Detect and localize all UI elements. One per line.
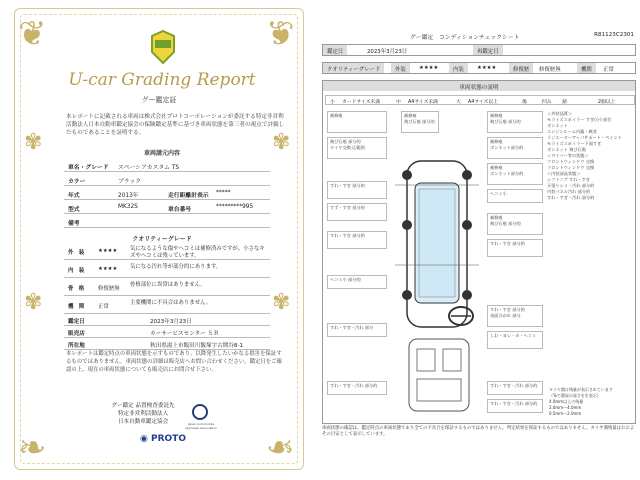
quality-stars: ★★★★ [98, 248, 118, 254]
quality-stars: 正常 [98, 304, 109, 310]
issuer-text: グー鑑定 品質検査委託先 特定非営利活動法人 日本自動車鑑定協会 [111, 403, 175, 425]
corner-ornament-icon: ❧ [266, 428, 295, 468]
chassis-label: 車台番号 [168, 207, 192, 213]
damage-cell: すず・すぎ 部分的 [327, 203, 387, 221]
footer-value: カーサービスセンター ＳＢ [150, 331, 219, 337]
color-label: カラー [68, 179, 86, 185]
side-ornament-icon: ✾ [272, 290, 291, 315]
notes-label: 備考 [68, 221, 80, 227]
side-ornament-icon: ✾ [24, 290, 43, 315]
damage-cell: ヘコミ小 [487, 189, 543, 203]
vehicle-state-box [322, 80, 636, 424]
engine-label: 機関 [577, 63, 596, 73]
vehicle-notes-row [64, 214, 270, 228]
corner-ornament-icon: ❦ [266, 14, 295, 54]
code-label: 2個以上 [598, 100, 616, 105]
sheet-title: グー鑑定 コンディションチェックシート [410, 35, 520, 41]
damage-cell: ヘコミ小 部分的 [327, 275, 387, 289]
footer-label: 鑑定日 [68, 319, 85, 325]
vehicle-year-row [64, 186, 270, 200]
tire-legend: タイヤ溝は残量が表示されています （%で溝深の深さをを表示） 4.0mm以上の残量 2.0mm〜4.0mm 0.5mm〜2.0mm [549, 387, 613, 416]
damage-cell: すれ・すぎ・汚れ 部分 [327, 323, 387, 337]
damage-cell: しわ・ヨレ・カ・ヘコミ [487, 331, 543, 349]
appraisal-date-row [64, 314, 270, 326]
size-label: 小 [330, 100, 335, 105]
car-interior-view-icon [399, 335, 479, 415]
corner-ornament-icon: ❧ [18, 428, 47, 468]
code-label: 錆 [562, 100, 567, 105]
location-row [64, 338, 270, 350]
quality-text: 気になるような傷やヘコミは補修済みですが、小さなキズやヘコミは残っています。 [130, 246, 265, 259]
quality-text: 主要機関に不具合はありません。 [130, 300, 212, 306]
damage-cell: すれ・すぎ 部分的 [487, 239, 543, 257]
mileage-value: ***** [216, 190, 231, 196]
code-label: 凹み [542, 100, 552, 105]
steering-wheel-icon [447, 305, 475, 327]
certificate-title: U-car Grading Report [68, 70, 256, 90]
quality-label: 機 関 [68, 304, 85, 310]
type-label: 型式 [68, 207, 80, 213]
goo-appraisal-badge-icon [150, 30, 176, 64]
type-value: MK32S [118, 204, 138, 210]
quality-row-frame [64, 280, 270, 296]
footer-value: 秋田県湯上市飯田川飯塚字古開谷8-1 [150, 343, 244, 349]
quality-label: 内 装 [68, 268, 85, 274]
corner-ornament-icon: ❦ [18, 14, 47, 54]
damage-cell: 補修痕 ボンネット部分的 [487, 163, 543, 185]
appraisal-date-value: 2023年3月23日 [367, 49, 408, 55]
proto-logo: ◉ PROTO [140, 434, 186, 444]
quality-row-interior [64, 262, 270, 278]
footer-label: 販売店 [68, 331, 85, 337]
size-legend-row [325, 95, 635, 105]
proto-mark-icon: ◉ [140, 434, 148, 444]
condition-legend: ＜外装品質＞ モライズスポイラー すぎ(小) 部位 ボンネット エンジンルーム内錆・腐食 ラジエーターアッパサポート・ペイント モライズスポイラー下面すぎ ボンネット 飛び石傷 ＜ワイパー等の状態＞ フロントウィンドウ 交換 フロントウィンドウ 交換 ＜内装部品状態＞ シフトノブ すれ・すぎ 天張りシミ・汚れ 部分的 内装パネル汚れ 部分的 すれ・すぎ・汚れ 部分的 [547, 111, 622, 200]
dealer-row [64, 326, 270, 338]
quality-row-exterior [64, 244, 270, 260]
damage-cell: すれ・すぎ 部分的 [327, 181, 387, 199]
size-label: 大 [456, 100, 461, 105]
quality-section-heading: クオリティーグレード [132, 236, 192, 243]
exterior-stars: ★★★★ [419, 65, 439, 71]
sheet-id: R81123C2301 [594, 32, 634, 38]
condition-check-sheet [318, 0, 640, 480]
damage-cell: 補修痕 飛び石痕 部分的 [487, 213, 543, 235]
interior-stars: ★★★★ [477, 65, 497, 71]
quality-label: 外 装 [68, 250, 85, 256]
damage-cell: 補修痕 [327, 111, 387, 133]
date-row [322, 44, 636, 56]
quality-grade-label: クオリティーグレード [323, 63, 384, 73]
vehicle-color-row [64, 172, 270, 186]
grading-certificate [0, 0, 318, 480]
side-ornament-icon: ✾ [24, 130, 43, 155]
size-label: A4サイズ以上 [468, 100, 498, 105]
year-label: 年式 [68, 193, 80, 199]
vehicle-model-row [64, 158, 270, 172]
footer-value: 2023年3月23日 [150, 319, 192, 325]
chassis-value: *********995 [216, 204, 254, 210]
certificate-subtitle: グー鑑定証 [141, 96, 177, 104]
interior-label: 内装 [449, 63, 468, 73]
code-label: 傷 [522, 100, 527, 105]
damage-cell: すれ・すぎ・汚れ 部分的 [487, 381, 543, 395]
side-ornament-icon: ✾ [272, 130, 291, 155]
footer-label: 所在地 [68, 343, 85, 349]
appraisal-date-label: 鑑定日 [323, 45, 347, 55]
frame-label: 修復歴 [509, 63, 533, 73]
damage-cell: 補修痕 ボンネット部分的 [487, 137, 543, 159]
damage-cell: すれ・すぎ 部分的 表面はがれ 部分 [487, 305, 543, 327]
vehicle-type-row [64, 200, 270, 214]
certificate-note: 本レポートは鑑定時点の車両状態を示すものであり、以降発生したいかなる損害を保証するものではありません。車両状態の詳細は販売店へお問い合わせください。鑑定日をご確認の上、現在の車両状態についても販売店にお問合せ下さい。 [66, 351, 282, 373]
size-label: A4サイズ未満 [408, 100, 438, 105]
damage-cell: 飛び石痕 部分的 タイヤ交換 広範囲 [327, 137, 387, 159]
frame-value: 修復歴無 [539, 67, 561, 73]
damage-cell: すれ・すぎ 部分的 [327, 231, 387, 249]
jaaa-logo-icon [192, 404, 208, 420]
damage-cell: すれ・すぎ・汚れ 部分的 [327, 381, 387, 395]
vehicle-section-heading: 車両請元内容 [143, 150, 180, 157]
vehicle-state-heading: 車両状態の説明 [323, 81, 635, 91]
model-value: スペーシアカスタム TS [118, 165, 180, 171]
quality-text: 気になる汚れ等が部分的にあります。 [130, 264, 222, 270]
quality-label: 骨 格 [68, 286, 85, 292]
year-value: 2013年 [118, 193, 139, 199]
damage-cell: すれ・すぎ・汚れ 部分的 [487, 399, 543, 413]
damage-cell: 補修痕 飛び石痕 部分的 [487, 111, 543, 133]
exterior-label: 外装 [391, 63, 410, 73]
engine-value: 正常 [603, 67, 614, 73]
jaaa-text: Japan Automobile Appraisal Association [184, 422, 218, 430]
size-label: カードサイズ未満 [342, 100, 380, 105]
size-label: 中 [396, 100, 401, 105]
certificate-intro: 本レポートに記載される車両は株式会社プロトコーポレーションが委託する特定非営利活動法人日本自動車鑑定協会の保険鑑定基準に基づき車両状態を第三者の視点で評価したものであることを証明する。 [66, 114, 285, 136]
quality-stars: 修復歴無 [98, 286, 120, 292]
quality-text: 骨格部位に異常はありません。 [130, 282, 206, 288]
quality-stars: ★★★★ [98, 266, 118, 272]
quality-row-engine [64, 298, 270, 314]
color-value: ブラック [118, 179, 142, 185]
reappraisal-label: 再鑑定日 [473, 45, 503, 55]
model-label: 車名・グレード [68, 165, 109, 171]
mileage-label: 走行距離計表示 [168, 193, 209, 199]
damage-cell: 補修痕 飛び石痕 部分的 [401, 111, 439, 133]
quality-grade-row [322, 62, 636, 74]
sheet-bottom-note: 車両状態の確認は、鑑定時点の車両状態であり全ての不具合を保証するものではありません。判定結果を保証するものではありません。タイヤ溝残量はおおよその目安として表示しています。 [322, 426, 635, 437]
